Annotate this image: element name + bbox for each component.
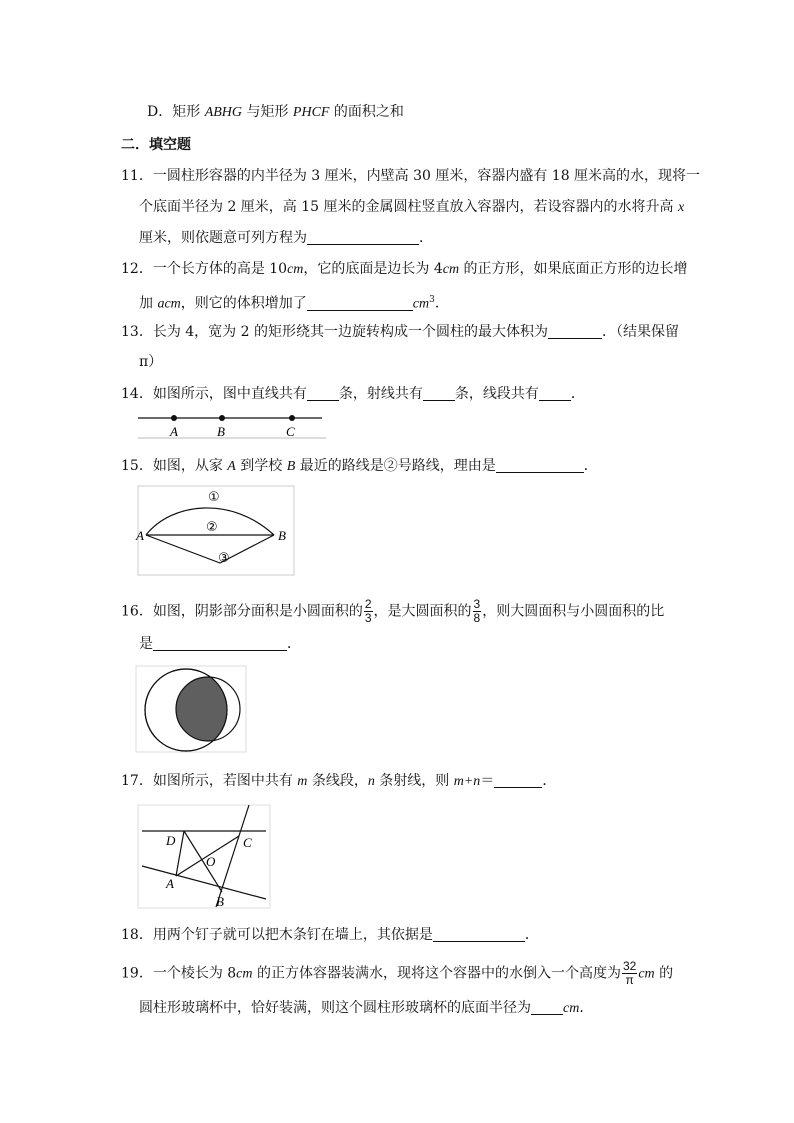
section-title: 二．填空题 (121, 137, 191, 153)
label-school-b: B (278, 528, 286, 543)
q11-line2: 个底面半径为 2 厘米，高 15 厘米的金属圆柱竖直放入容器内，若设容器内的水将升高 x (139, 199, 685, 215)
answer-blank[interactable] (153, 636, 287, 651)
q13-line2: π） (139, 354, 163, 370)
label-a: A (166, 876, 174, 891)
q12-line1: 12．一个长方体的高是 10cm，它的底面是边长为 4cm 的正方形，如果底面正方形的边长增 (121, 261, 688, 277)
segment-da (176, 831, 184, 876)
label-c: C (243, 835, 252, 850)
q11-line3: 厘米，则依题意可列方程为 ． (139, 230, 433, 246)
q10-option-d: D．矩形 ABHG 与矩形 PHCF 的面积之和 (147, 104, 404, 120)
q19-line2: 圆柱形玻璃杯中，恰好装满，则这个圆柱形玻璃杯的底面半径为 cm． (139, 1000, 594, 1016)
q15-text: 15．如图，从家 A 到学校 B 最近的路线是②号路线，理由是 ． (121, 458, 598, 474)
q13-line1: 13．长为 4，宽为 2 的矩形绕其一边旋转构成一个圆柱的最大体积为 ．（结果保留 (121, 324, 679, 340)
route-2-label: ② (206, 520, 218, 535)
route-1-label: ① (208, 490, 220, 505)
answer-blank[interactable] (531, 1000, 563, 1015)
label-o: O (206, 854, 216, 869)
fraction-2-3: $\frac{2}{3}$ (364, 597, 372, 625)
label-home-a: A (136, 528, 144, 543)
q12-line2: 加 acm，则它的体积增加了 $cm^3$． (139, 295, 449, 312)
label-c: C (286, 424, 295, 439)
answer-blank[interactable] (548, 324, 602, 339)
q19-line1: 19．一个棱长为 8cm 的正方体容器装满水，现将这个容器中的水倒入一个高度为 $\frac{32}{\pi}$ cm 的 (121, 959, 674, 987)
answer-blank[interactable] (423, 386, 455, 401)
label-b: B (216, 894, 224, 909)
route-3-label: ③ (218, 551, 230, 566)
point-b (219, 415, 225, 421)
fraction-3-8: $\frac{3}{8}$ (473, 597, 481, 625)
q11-line1: 11．一圆柱形容器的内半径为 3 厘米，内壁高 30 厘米，容器内盛有 18 厘米高的水，现将一 (121, 168, 701, 184)
label-d: D (166, 833, 176, 848)
answer-blank[interactable] (433, 927, 525, 942)
q16-figure (134, 664, 248, 754)
label-b: B (217, 424, 225, 439)
point-c (289, 415, 295, 421)
q16-line2: 是 ． (139, 636, 301, 652)
label-a: A (170, 424, 178, 439)
fraction-32-pi: $\frac{32}{\pi}$ (622, 959, 637, 987)
q14-text: 14．如图所示，图中直线共有 条，射线共有 条，线段共有 ． (121, 386, 585, 402)
figure-frame (138, 805, 270, 908)
answer-blank[interactable] (494, 773, 542, 788)
answer-blank[interactable] (307, 230, 419, 245)
answer-blank[interactable] (307, 296, 413, 311)
point-a (171, 415, 177, 421)
route-3-polyline (146, 535, 274, 563)
line-through-a (142, 866, 266, 899)
q18-text: 18．用两个钉子就可以把木条钉在墙上，其依据是 ． (121, 927, 539, 943)
answer-blank[interactable] (496, 458, 584, 473)
ray-through-c-b (216, 805, 249, 907)
q17-text: 17．如图所示，若图中共有 m 条线段，n 条射线，则 m+n＝ ． (121, 773, 557, 789)
answer-blank[interactable] (539, 386, 571, 401)
q17-figure (136, 804, 272, 910)
answer-blank[interactable] (307, 386, 339, 401)
q16-line1: 16．如图，阴影部分面积是小圆面积的 $\frac{2}{3}$ ，是大圆面积的 $\frac{3}{8}$ ，则大圆面积与小圆面积的比 (121, 597, 665, 625)
q14-figure (132, 410, 332, 442)
q15-figure (132, 484, 298, 578)
